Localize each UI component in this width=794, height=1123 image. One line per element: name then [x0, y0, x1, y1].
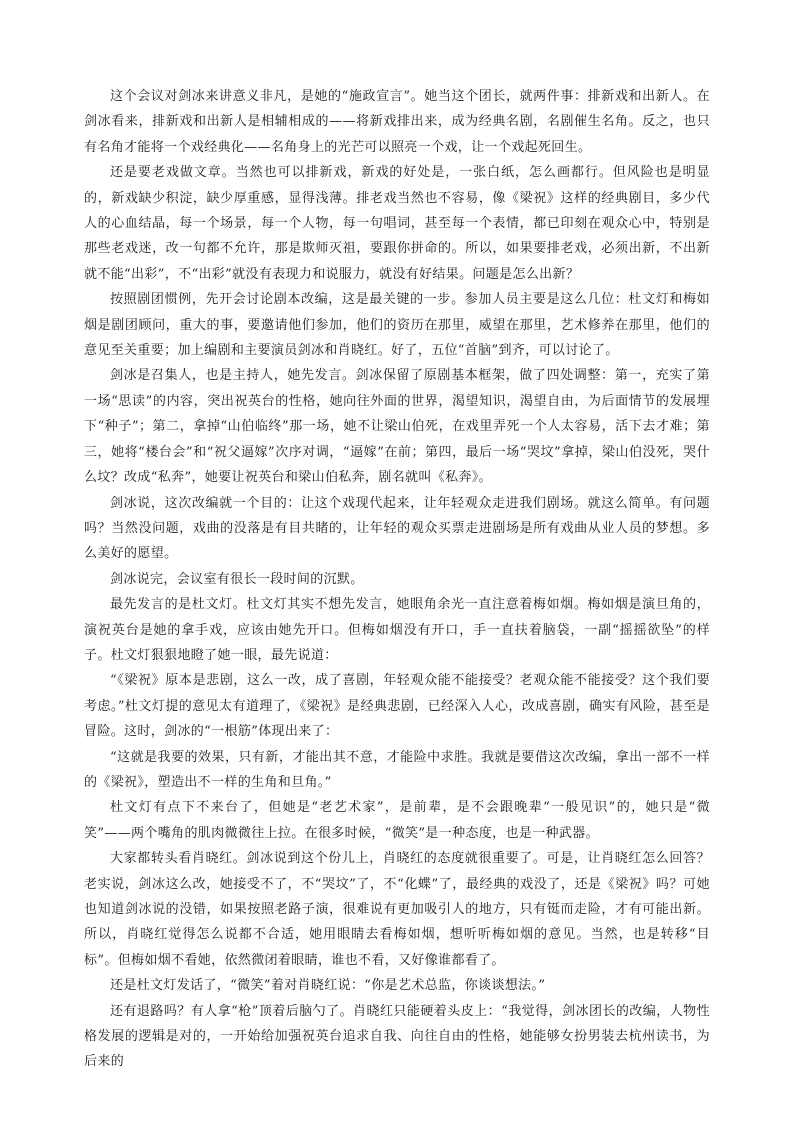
paragraph: 这个会议对剑冰来讲意义非凡，是她的“施政宣言”。她当这个团长，就两件事：排新戏和出新人。在剑冰看来，排新戏和出新人是相辅相成的——将新戏排出来，成为经典名剧，名剧催生名角。反之，也只有名角才能将一个戏经典化——名角身上的光芒可以照亮一个戏，让一个戏起死回生。: [84, 89, 710, 155]
paragraph: 还是要老戏做文章。当然也可以排新戏，新戏的好处是，一张白纸，怎么画都行。但风险也是明显的，新戏缺少积淀，缺少厚重感，显得浅薄。排老戏当然也不容易，像《梁祝》这样的经典剧目，多少代人的心血结晶，每一个场景，每一个人物，每一句唱词，甚至每一个表情，都已印刻在观众心中，特别是那些老戏迷，改一句都不允许，那是欺师灭祖，要跟你拼命的。所以，如果要排老戏，必须出新，不出新就不能“出彩”，不“出彩”就没有表现力和说服力，就没有好结果。问题是怎么出新？: [84, 165, 710, 282]
body-text: [84, 84, 710, 1075]
paragraph: “这就是我要的效果，只有新，才能出其不意，才能险中求胜。我就是要借这次改编，拿出一部不一样的《梁祝》，塑造出不一样的生角和旦角。”: [84, 749, 710, 790]
paragraph: “《梁祝》原本是悲剧，这么一改，成了喜剧，年轻观众能不能接受？老观众能不能接受？这个我们要考虑。”杜文灯提的意见太有道理了，《梁祝》是经典悲剧，已经深入人心，改成喜剧，确实有风险，甚至是冒险。这时，剑冰的“一根筋”体现出来了：: [84, 673, 710, 740]
paragraph: 还有退路吗？有人拿“枪”顶着后脑勺了。肖晓红只能硬着头皮上：“我觉得，剑冰团长的改编，人物性格发展的逻辑是对的，一开始给加强祝英台追求自我、向往自由的性格，她能够女扮男装去杭州读书，为后来的: [84, 1003, 710, 1070]
paragraph: 大家都转头看肖晓红。剑冰说到这个份儿上，肖晓红的态度就很重要了。可是，让肖晓红怎么回答？老实说，剑冰这么改，她接受不了，不“哭坟”了，不“化蝶”了，最经典的戏没了，还是《梁祝》吗？可她也知道剑冰说的没错，如果按照老路子演，很难说有更加吸引人的地方，只有铤而走险，才有可能出新。所以，肖晓红觉得怎么说都不合适，她用眼睛去看梅如烟，想听听梅如烟的意见。当然，也是转移“目标”。但梅如烟不看她，依然微闭着眼睛，谁也不看，又好像谁都看了。: [84, 851, 710, 968]
paragraph: 还是杜文灯发话了，“微笑”着对肖晓红说：“你是艺术总监，你谈谈想法。”: [110, 978, 546, 994]
paragraph: 剑冰是召集人，也是主持人，她先发言。剑冰保留了原剧基本框架，做了四处调整：第一，充实了第一场“思读”的内容，突出祝英台的性格，她向往外面的世界，渴望知识，渴望自由，为后面情节的发展埋下“种子”；第二，拿掉“山伯临终”那一场，她不让梁山伯死，在戏里弄死一个人太容易，活下去才难；第三，她将“楼台会”和“祝父逼嫁”次序对调，“逼嫁”在前；第四，最后一场“哭坟”拿掉，梁山伯没死，哭什么坟？改成“私奔”，她要让祝英台和梁山伯私奔，剧名就叫《私奔》。: [84, 368, 710, 486]
paragraph: 杜文灯有点下不来台了，但她是“老艺术家”，是前辈，是不会跟晚辈“一般见识”的，她只是“微笑”——两个嘴角的肌肉微微往上拉。在很多时候，“微笑”是一种态度，也是一种武器。: [84, 800, 710, 841]
paragraph: 剑冰说完，会议室有很长一段时间的沉默。: [110, 571, 364, 587]
paragraph: 最先发言的是杜文灯。杜文灯其实不想先发言，她眼角余光一直注意着梅如烟。梅如烟是演旦角的，演祝英台是她的拿手戏，应该由她先开口。但梅如烟没有开口，手一直扶着脑袋，一副“摇摇欲坠”的样子。杜文灯狠狠地瞪了她一眼，最先说道：: [84, 597, 710, 663]
paragraph: 剑冰说，这次改编就一个目的：让这个戏现代起来，让年轻观众走进我们剧场。就这么简单。有问题吗？当然没问题，戏曲的没落是有目共睹的，让年轻的观众买票走进剧场是所有戏曲从业人员的梦想。多么美好的愿望。: [84, 495, 710, 562]
paragraph: 按照剧团惯例，先开会讨论剧本改编，这是最关键的一步。参加人员主要是这么几位：杜文灯和梅如烟是剧团顾问，重大的事，要邀请他们参加，他们的资历在那里，威望在那里，艺术修养在那里，他们的意见至关重要；加上编剧和主要演员剑冰和肖晓红。好了，五位“首脑”到齐，可以讨论了。: [84, 292, 710, 359]
